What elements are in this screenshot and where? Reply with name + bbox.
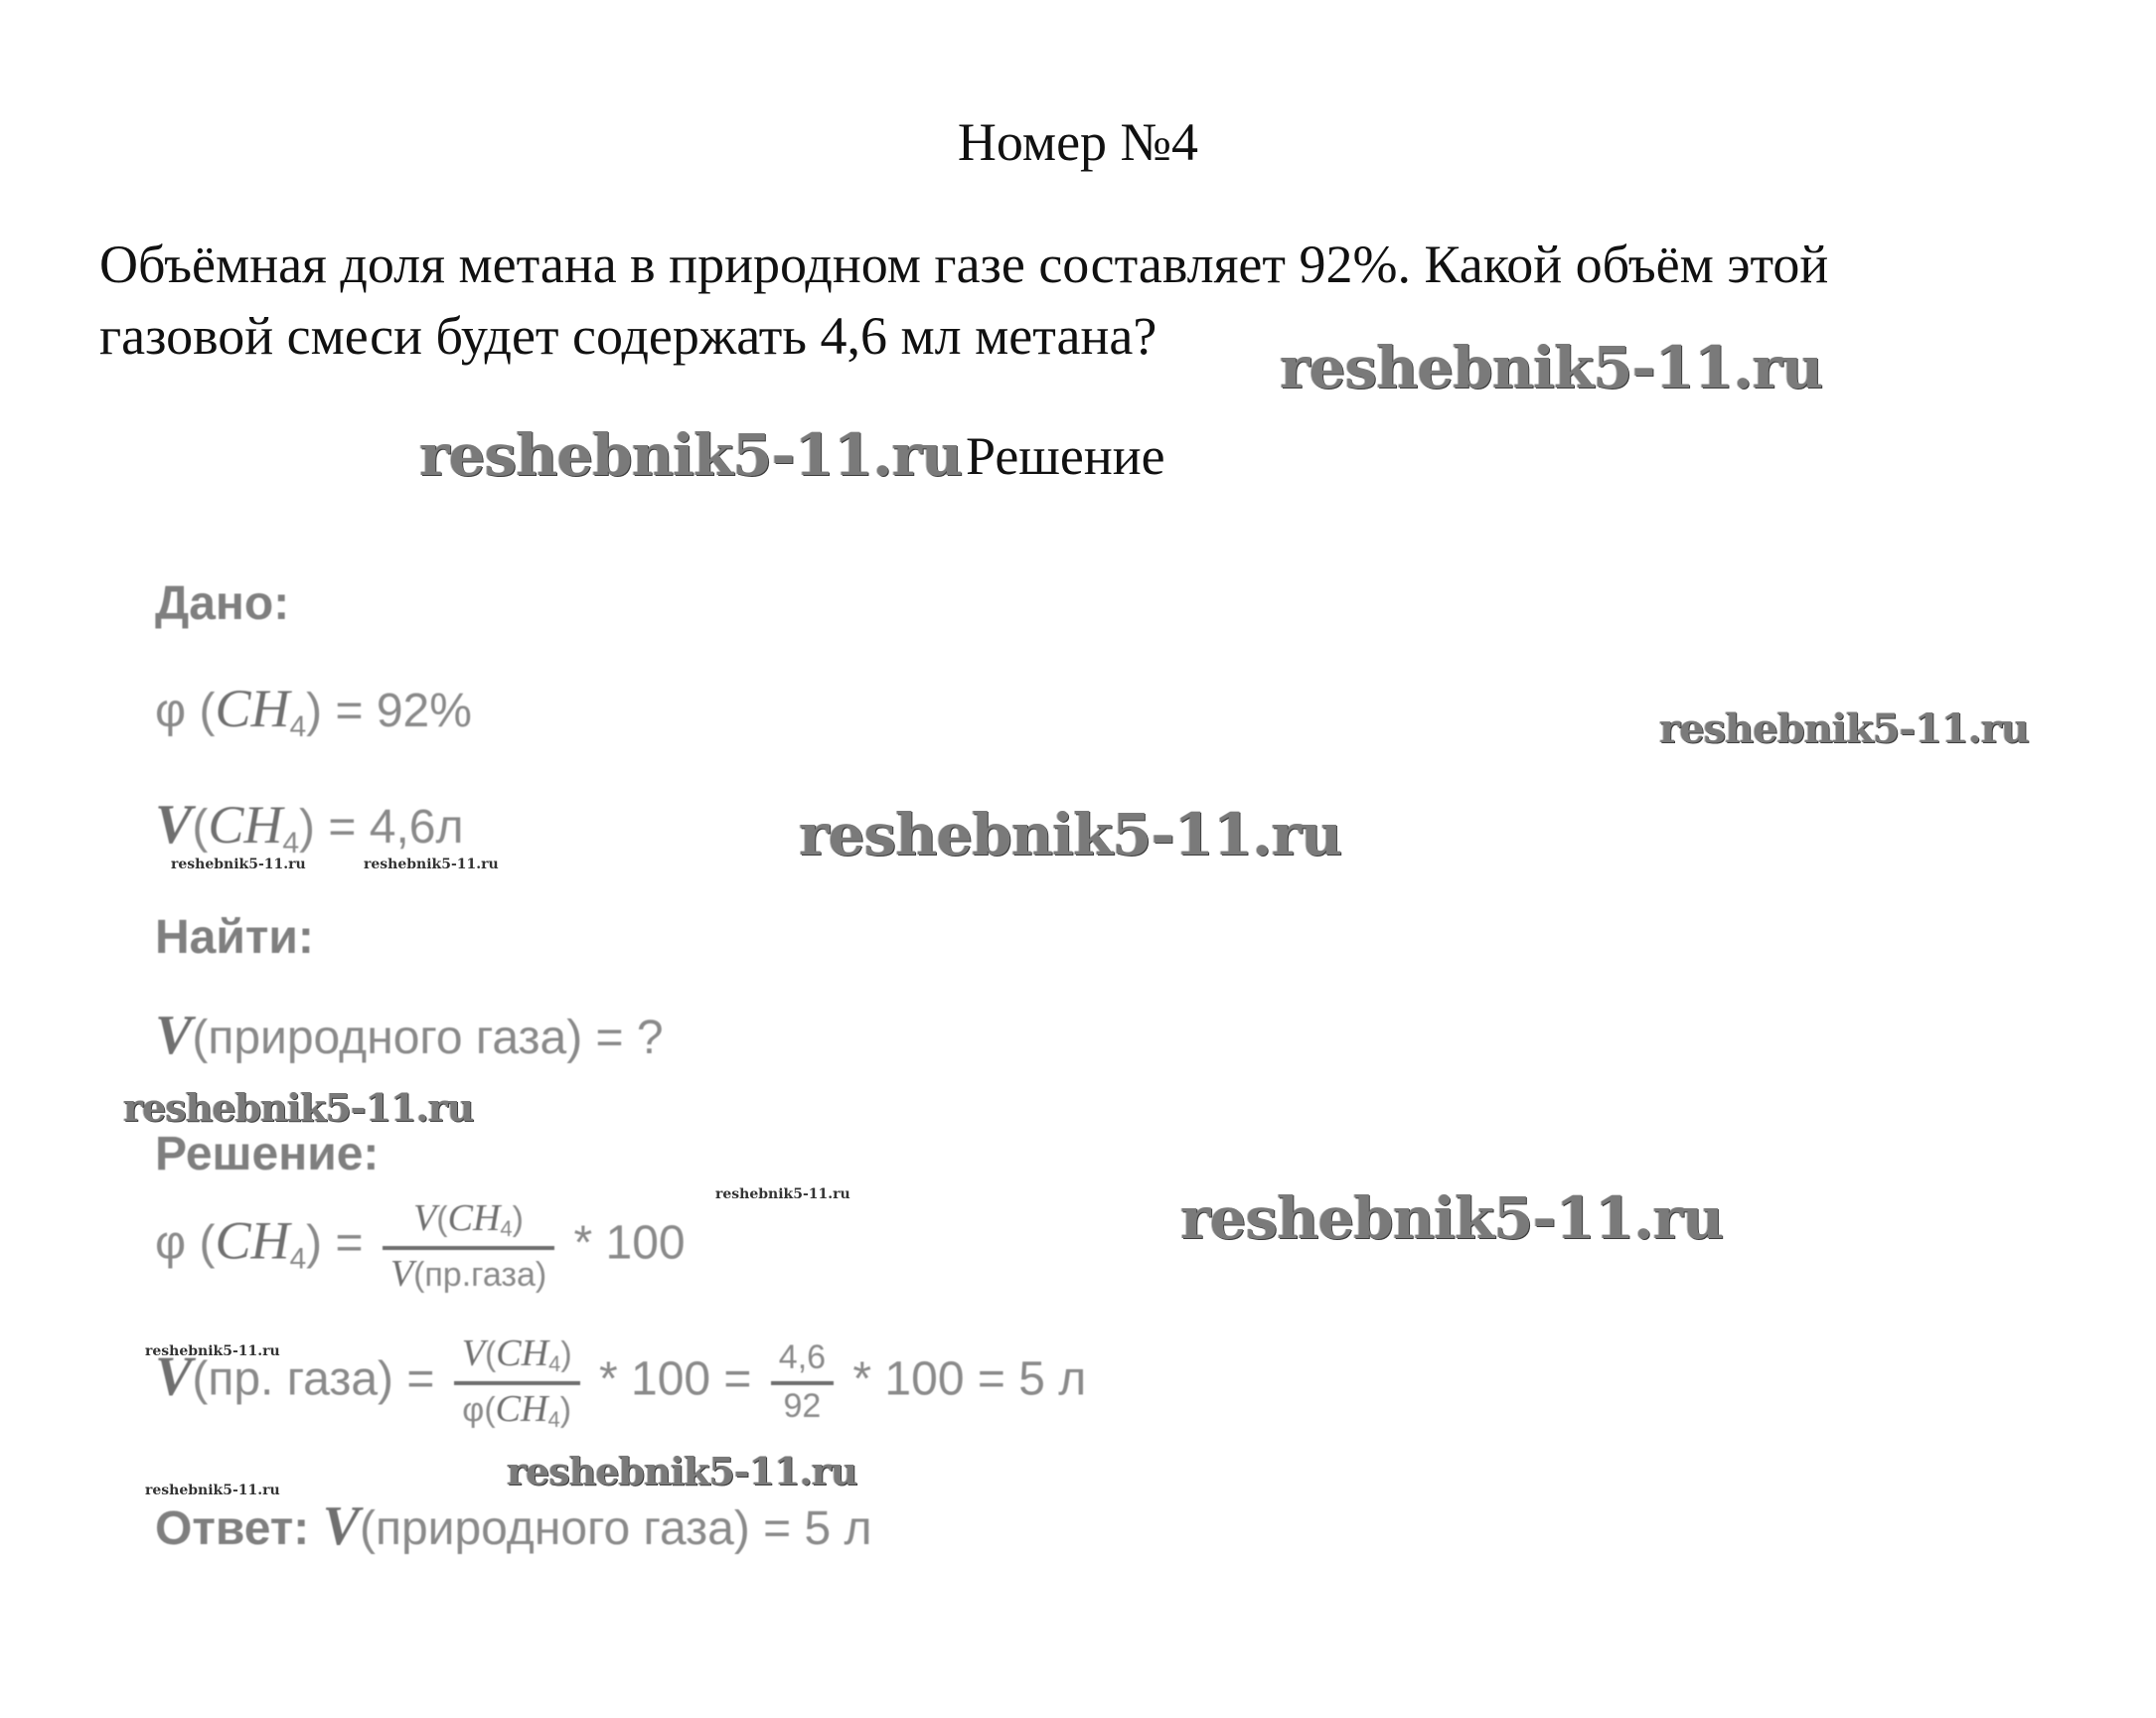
v-symbol: V <box>389 1253 414 1295</box>
v-symbol: V <box>155 1345 193 1408</box>
find-line <box>155 1004 664 1067</box>
ch-formula: CH <box>215 1210 290 1271</box>
formula2-lhs: (пр. газа) = <box>192 1352 435 1406</box>
watermark: reshebnik5-11.ru <box>1280 334 1823 401</box>
fraction-numerator: $V(CH_4)$ <box>383 1196 554 1250</box>
watermark: reshebnik5-11.ru <box>171 857 306 872</box>
fraction-denominator: 92 <box>783 1387 822 1425</box>
ch-formula: CH <box>208 795 283 855</box>
answer-text: (природного газа) = 5 л <box>359 1502 872 1555</box>
solution-heading: Решение <box>966 426 1165 486</box>
find-label-text: Найти: <box>155 911 314 964</box>
fraction-denominator: $\varphi(CH_4)$ <box>462 1388 572 1432</box>
subscript: 4 <box>548 1351 561 1376</box>
given-phi-value: = 92% <box>335 685 472 737</box>
fraction <box>383 1196 554 1296</box>
given-v-value: = 4,6л <box>328 801 464 854</box>
watermark: reshebnik5-11.ru <box>145 1343 280 1359</box>
watermark: reshebnik5-11.ru <box>1659 705 2029 752</box>
given-v-line: $V(CH_4) = 4,6л$ <box>155 794 464 859</box>
watermark: reshebnik5-11.ru <box>364 857 499 872</box>
problem-line-2: газовой смеси будет содержать 4,6 мл метана? <box>99 306 1157 366</box>
v-symbol: V <box>413 1197 437 1239</box>
watermark: reshebnik5-11.ru <box>123 1085 474 1130</box>
ch-formula: CH <box>496 1332 549 1374</box>
ch-formula: CH <box>447 1197 501 1239</box>
subscript: 4 <box>547 1407 560 1432</box>
given-label-text: Дано: <box>155 577 290 630</box>
fraction <box>454 1331 580 1433</box>
find-text: (природного газа) = ? <box>192 1012 664 1064</box>
answer-line <box>155 1494 872 1558</box>
subscript: 4 <box>289 1242 307 1276</box>
watermark: reshebnik5-11.ru <box>1180 1184 1724 1252</box>
subscript: 4 <box>282 827 300 859</box>
phi-symbol: φ <box>462 1391 485 1429</box>
fraction-numerator: 4,6 <box>771 1338 834 1385</box>
equals-sign: = <box>335 1216 364 1270</box>
subscript: 4 <box>500 1216 513 1241</box>
answer-label: Ответ: <box>155 1502 310 1555</box>
watermark: reshebnik5-11.ru <box>507 1449 857 1493</box>
v-symbol: V <box>155 1005 193 1066</box>
phi-symbol: φ <box>155 685 187 737</box>
page-title: Номер №4 <box>957 112 1199 172</box>
watermark: reshebnik5-11.ru <box>799 801 1342 868</box>
given-label <box>155 576 289 631</box>
v-symbol: V <box>155 794 193 856</box>
solution-label-text: Решение: <box>155 1128 380 1180</box>
multiplier: * 100 <box>573 1216 686 1270</box>
fraction-numerator: $V(CH_4)$ <box>454 1331 580 1385</box>
formula2-mid: * 100 = <box>598 1352 752 1406</box>
given-phi-line: φ $(CH_4) = 92\%$ <box>155 679 472 743</box>
problem-line-1: Объёмная доля метана в природном газе составляет 92%. Какой объём этой <box>99 234 1829 294</box>
v-symbol: V <box>322 1495 360 1557</box>
phi-symbol: φ <box>155 1216 187 1270</box>
fraction-numeric <box>771 1338 834 1426</box>
watermark: reshebnik5-11.ru <box>419 421 963 489</box>
v-symbol: V <box>461 1332 485 1374</box>
subscript: 4 <box>289 710 307 743</box>
ch-formula: CH <box>215 679 290 738</box>
formula-2 <box>155 1331 1086 1433</box>
formula2-result: * 100 = 5 л <box>852 1352 1087 1406</box>
find-label <box>155 910 314 965</box>
fraction-denominator <box>383 1250 554 1296</box>
solution-label <box>155 1127 379 1181</box>
ch-formula: CH <box>495 1388 548 1430</box>
denominator-text: (пр.газа) <box>413 1256 547 1294</box>
formula-1: φ $(CH_4)$ = $\frac{V(CH_4)}{\text{V(пр.газа)}}$ * 100 <box>155 1197 686 1295</box>
watermark: reshebnik5-11.ru <box>715 1186 850 1202</box>
watermark: reshebnik5-11.ru <box>145 1483 280 1498</box>
